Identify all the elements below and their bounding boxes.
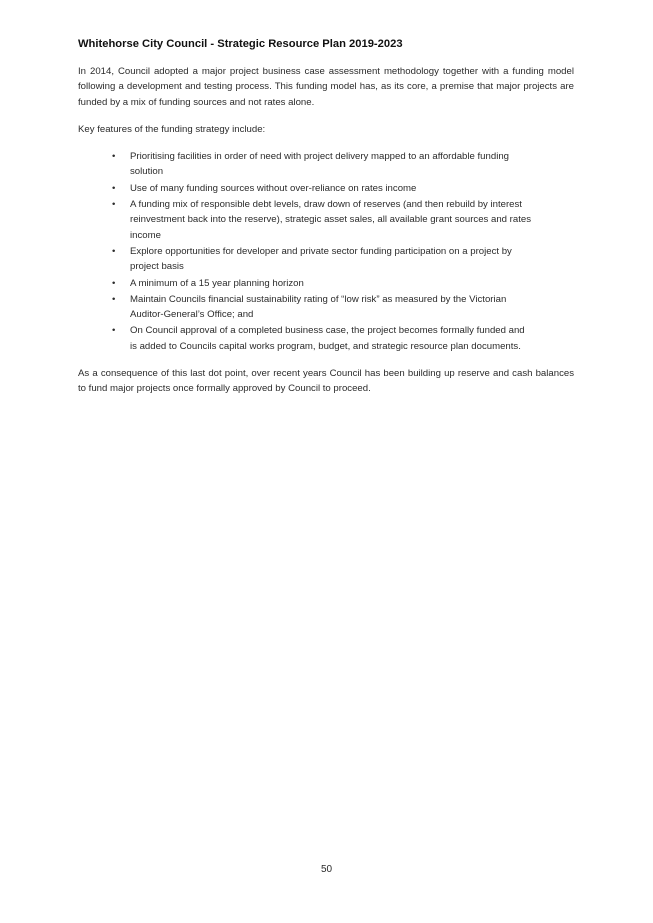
list-item-text: Prioritising facilities in order of need with project delivery mapped to an affordable funding solution [130,151,509,178]
intro-paragraph: In 2014, Council adopted a major project business case assessment methodology together with a funding model following a development and testing process. This funding model has, as its core, a premise that major projects are funded by a mix of funding sources and not rates alone. [78,66,574,108]
page-header-title: Whitehorse City Council - Strategic Resource Plan 2019-2023 [78,38,403,50]
list-item [112,181,574,196]
bullet-icon: • [112,182,116,194]
list-item [112,244,574,275]
list-item [112,197,574,243]
bullet-icon: • [112,151,116,163]
list-item-text: Explore opportunities for developer and private sector funding participation on a project by project basis [130,245,512,273]
bullet-icon: • [112,277,116,289]
list-heading: Key features of the funding strategy include: [78,123,266,135]
page-content [78,64,574,409]
bullet-icon: • [112,199,116,211]
bullet-icon: • [112,245,116,257]
closing-paragraph: As a consequence of this last dot point, over recent years Council has been building up reserve and cash balances to fund major projects once formally approved by Council to proceed. [78,368,574,395]
list-item-text: On Council approval of a completed business case, the project becomes formally funded and is added to Councils capital works program, budget, and strategic resource plan documents. [130,325,525,352]
list-item-text: Use of many funding sources without over-reliance on rates income [130,182,417,194]
list-item-text: A funding mix of responsible debt levels, draw down of reserves (and then rebuild by interest reinvestment back into the reserve), strategic asset sales, all available grant sources and rates income [130,199,532,241]
list-item [112,149,574,180]
list-item-text: Maintain Councils financial sustainability rating of “low risk” as measured by the Victorian Auditor-General’s Office; and [130,293,507,321]
funding-strategy-list [78,149,574,354]
list-item-text: A minimum of a 15 year planning horizon [130,277,304,289]
bullet-icon: • [112,325,116,337]
list-item [112,323,574,354]
list-item [112,292,574,323]
page-number: 50 [320,864,333,875]
list-item [112,276,574,291]
bullet-icon: • [112,293,116,305]
